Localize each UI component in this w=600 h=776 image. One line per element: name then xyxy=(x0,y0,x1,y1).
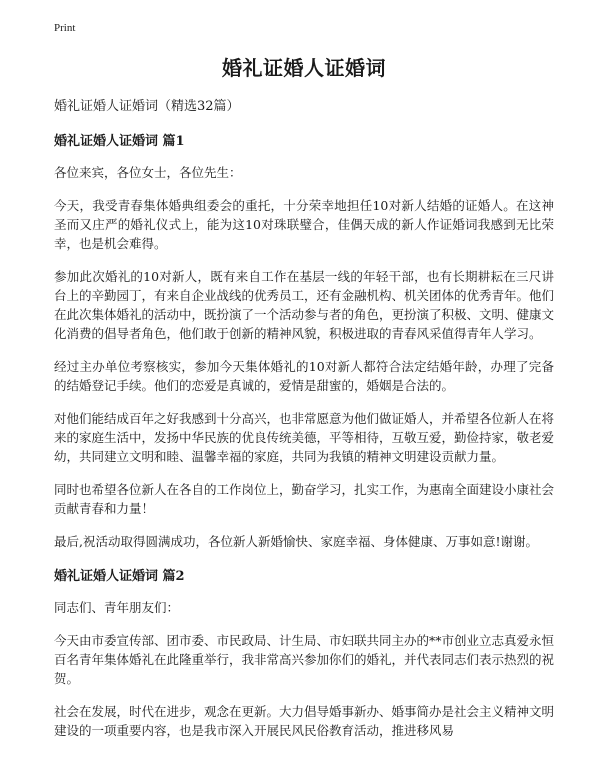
section-2 xyxy=(54,565,554,740)
document-title: 婚礼证婚人证婚词 xyxy=(222,56,386,80)
section-1 xyxy=(54,130,554,551)
document-subtitle: 婚礼证婚人证婚词（精选32篇） xyxy=(54,99,240,114)
paragraph: 今天由市委宣传部、团市委、市民政局、计生局、市妇联共同主办的**市创业立志真爱永恒百名青年集体婚礼在此隆重举行，我非常高兴参加你们的婚礼，并代表同志们表示热烈的祝贺。 xyxy=(54,633,555,686)
paragraph: 同时也希望各位新人在各自的工作岗位上，勤奋学习，扎实工作，为惠南全面建设小康社会贡献青春和力量！ xyxy=(54,482,555,516)
paragraph: 经过主办单位考察核实，参加今天集体婚礼的10对新人都符合法定结婚年龄，办理了完备的结婚登记手续。他们的恋爱是真诚的，爱情是甜蜜的，婚姻是合法的。 xyxy=(54,359,554,393)
paragraph: 今天，我受青春集体婚典组委会的重托，十分荣幸地担任10对新人结婚的证婚人。在这神圣而又庄严的婚礼仪式上，能为这10对珠联璧合，佳偶天成的新人作证婚词我感到无比荣幸，也是机会难得。 xyxy=(54,198,554,251)
paragraph: 同志们、青年朋友们： xyxy=(54,600,180,615)
section-heading: 婚礼证婚人证婚词 篇2 xyxy=(54,569,185,584)
paragraph: 各位来宾，各位女士，各位先生： xyxy=(54,165,242,180)
paragraph: 最后,祝活动取得圆满成功，各位新人新婚愉快、家庭幸福、身体健康、万事如意!谢谢。 xyxy=(54,534,538,549)
paragraph: 对他们能结成百年之好我感到十分高兴，也非常愿意为他们做证婚人，并希望各位新人在将来的家庭生活中，发扬中华民族的优良传统美德，平等相待，互敬互爱，勤俭持家，敬老爱幼，共同建立文明和睦、温馨幸福的家庭，共同为我镇的精神文明建设贡献力量。 xyxy=(54,411,555,464)
paragraph: 参加此次婚礼的10对新人，既有来自工作在基层一线的年轻干部，也有长期耕耘在三尺讲台上的辛勤园丁，有来自企业战线的优秀员工，还有金融机构、机关团体的优秀青年。他们在此次集体婚礼的活动中，既扮演了一个活动参与者的角色，更扮演了积极、文明、健康文化消费的倡导者角色，他们敢于创新的精神风貌，积极进取的青春风采值得青年人学习。 xyxy=(54,269,555,341)
paragraph: 社会在发展，时代在进步，观念在更新。大力倡导婚事新办、婚事简办是社会主义精神文明建设的一项重要内容，也是我市深入开展民风民俗教育活动，推进移风易 xyxy=(54,704,555,738)
section-heading: 婚礼证婚人证婚词 篇1 xyxy=(54,134,185,149)
document xyxy=(54,52,554,754)
print-link[interactable]: Print xyxy=(54,22,76,34)
